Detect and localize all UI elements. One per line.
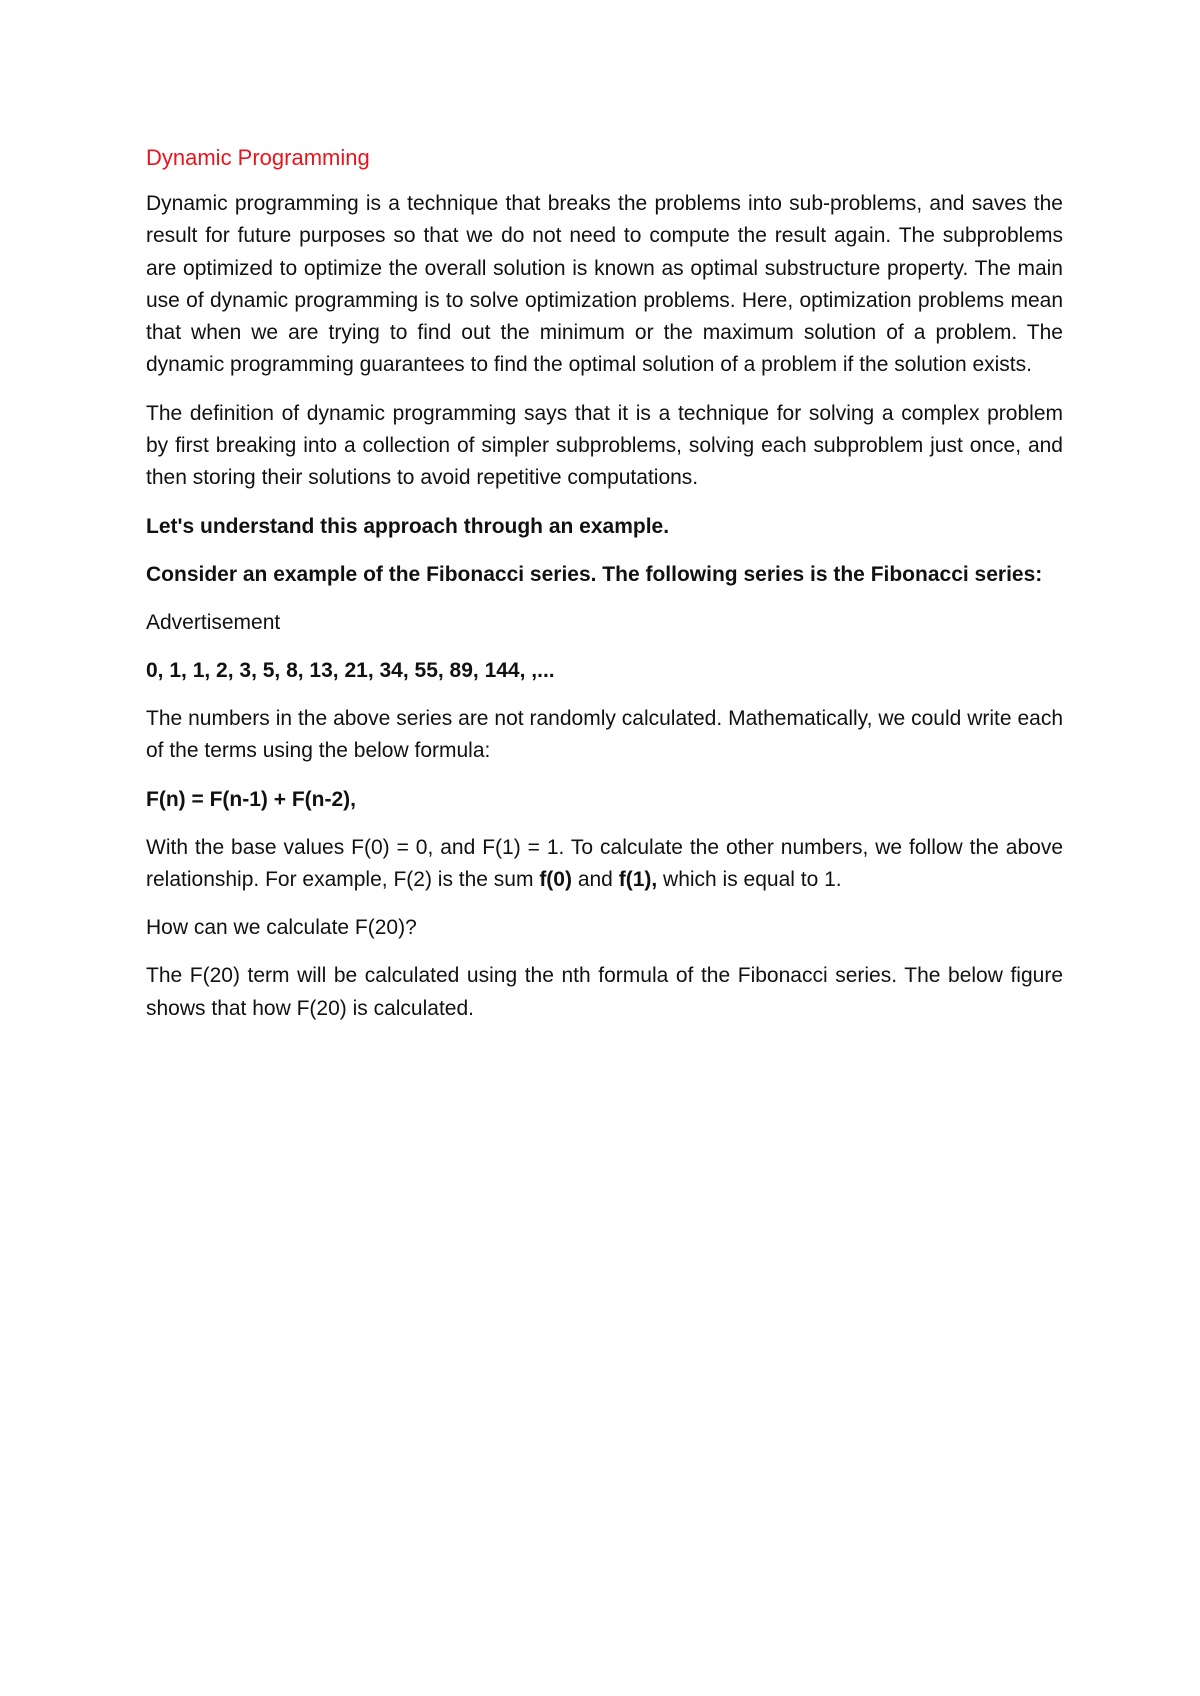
fibonacci-formula: F(n) = F(n-1) + F(n-2), [146,787,356,811]
paragraph-fibonacci-intro: Consider an example of the Fibonacci series. The following series is the Fibonacci series: [146,562,1043,586]
advertisement-label: Advertisement [146,610,281,634]
paragraph-intro: Dynamic programming is a technique that breaks the problems into sub-problems, and saves the result for future purposes so that we do not need to compute the result again. The subproblems are optimized to optimize the overall solution is known as optimal substructure property. The main use of dynamic programming is to solve optimization problems. Here, optimization problems mean that when we are trying to find out the minimum or the maximum solution of a problem. The dynamic programming guarantees to find the optimal solution of a problem if the solution exists. [146,192,1063,377]
paragraph-example-intro: Let's understand this approach through an example. [146,514,670,538]
base-values-tail: which is equal to 1. [657,867,842,891]
document-body [146,142,1063,1041]
paragraph-formula-intro: The numbers in the above series are not randomly calculated. Mathematically, we could write each of the terms using the below formula: [146,706,1063,763]
and-text: and [571,867,619,891]
paragraph-question: How can we calculate F(20)? [146,916,417,940]
document-title: Dynamic Programming [146,145,370,170]
paragraph-definition: The definition of dynamic programming says that it is a technique for solving a complex problem by first breaking into a collection of simpler subproblems, solving each subproblem just once, and then storing their solutions to avoid repetitive computations. [146,401,1063,490]
base-values-text: With the base values F(0) = 0, and F(1) = 1. To calculate the other numbers, we follow the above relationship. For example, F(2) is the sum [146,835,1063,891]
paragraph-f20-explanation: The F(20) term will be calculated using the nth formula of the Fibonacci series. The below figure shows that how F(20) is calculated. [146,964,1063,1020]
paragraph-base-values [146,832,1063,897]
f0-term: f(0) [539,867,572,891]
f1-term: f(1), [618,867,658,891]
fibonacci-series: 0, 1, 1, 2, 3, 5, 8, 13, 21, 34, 55, 89, 144, ,... [146,658,555,682]
